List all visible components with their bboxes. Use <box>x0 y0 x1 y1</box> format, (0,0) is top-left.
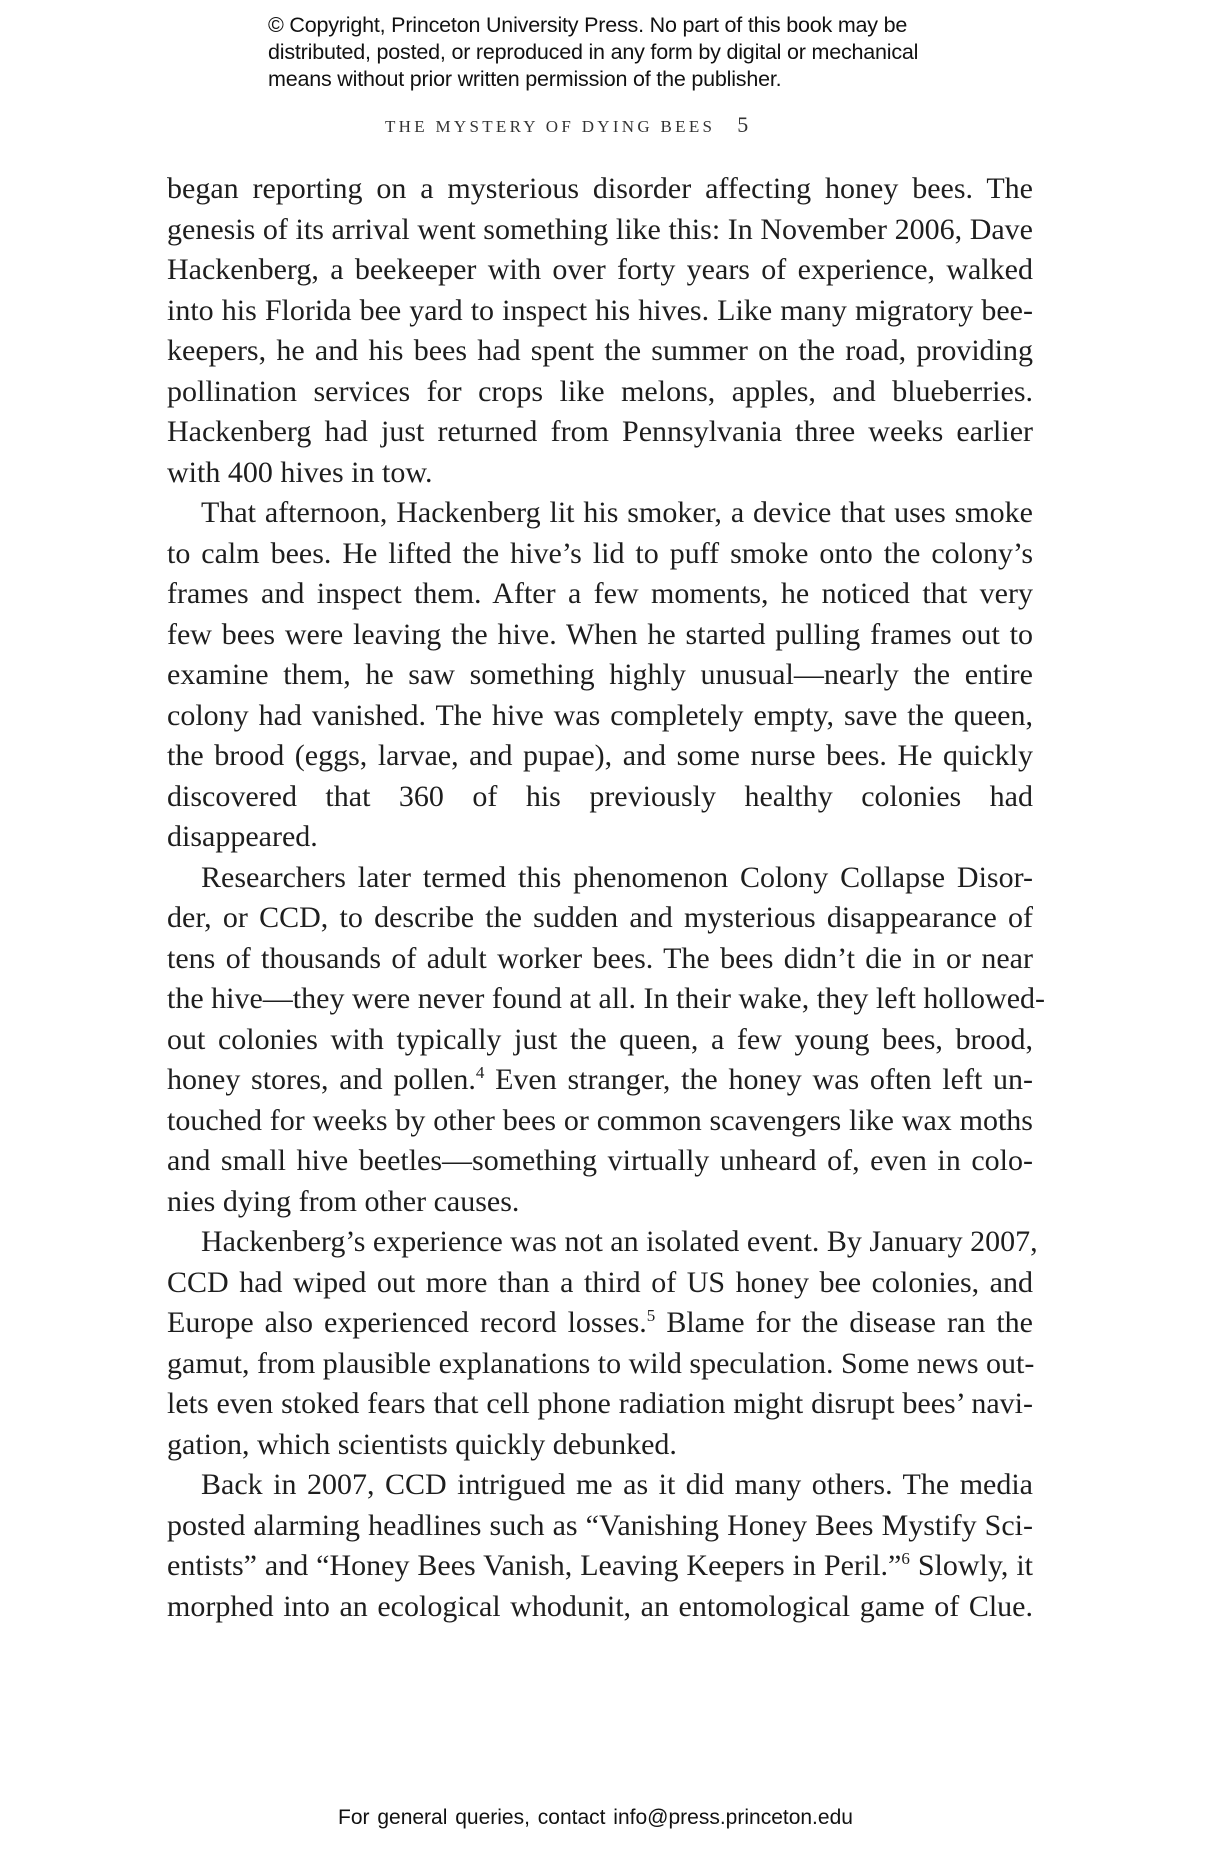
text-line: into his Florida bee yard to inspect his hives. Like many migratory bee- <box>167 293 1033 327</box>
text-line: began reporting on a mysterious disorder affecting honey bees. The <box>167 172 1033 205</box>
text-line: few bees were leaving the hive. When he started pulling frames out to <box>167 617 1033 651</box>
text-line: gamut, from plausible explanations to wild speculation. Some news out- <box>167 1346 1035 1380</box>
text-line: discovered that 360 of his previously healthy colonies had <box>167 779 1033 813</box>
paragraph <box>167 1222 1038 1465</box>
footnote-ref[interactable]: 4 <box>475 1063 485 1082</box>
text-line: the hive—they were never found at all. In their wake, they left hollowed- <box>167 982 1046 1015</box>
text-line: genesis of its arrival went something like this: In November 2006, Dave <box>167 212 1033 246</box>
text-line: That afternoon, Hackenberg lit his smoker, a device that uses smoke <box>201 496 1033 529</box>
footnote-ref[interactable]: 5 <box>646 1306 656 1325</box>
text-line: out colonies with typically just the queen, a few young bees, brood, <box>167 1022 1033 1056</box>
text-line: disappeared. <box>167 820 318 853</box>
text-line: to calm bees. He lifted the hive’s lid to puff smoke onto the colony’s <box>167 536 1033 570</box>
paragraph <box>167 169 1033 493</box>
copyright-notice <box>268 12 988 93</box>
text-line: pollination services for crops like melons, apples, and blueberries. <box>167 374 1033 408</box>
text-line: with 400 hives in tow. <box>167 455 433 489</box>
text-line: the brood (eggs, larvae, and pupae), and some nurse bees. He quickly <box>167 739 1033 772</box>
footnote-ref[interactable]: 6 <box>901 1549 910 1568</box>
text-line: colony had vanished. The hive was completely empty, save the queen, <box>167 698 1033 732</box>
copyright-line: distributed, posted, or reproduced in any form by digital or mechanical <box>268 40 919 64</box>
copyright-line: means without prior written permission of the publisher. <box>268 67 782 91</box>
paragraph <box>167 1465 1033 1627</box>
text-line: Europe also experienced record losses.$^5$ Blame for the disease ran the <box>167 1306 1033 1339</box>
text-line: der, or CCD, to describe the sudden and mysterious disappearance of <box>167 901 1033 934</box>
copyright-line: © Copyright, Princeton University Press. No part of this book may be <box>268 13 908 37</box>
text-line: examine them, he saw something highly unusual—nearly the entire <box>167 658 1033 691</box>
page-number: 5 <box>737 112 749 137</box>
text-line: entists” and “Honey Bees Vanish, Leaving Keepers in Peril.”$^6$ Slowly, it <box>167 1549 1033 1582</box>
running-head <box>385 112 748 136</box>
text-line: morphed into an ecological whodunit, an entomological game of Clue. <box>167 1589 1033 1623</box>
text-line: gation, which scientists quickly debunked. <box>167 1427 677 1461</box>
text-line: and small hive beetles—something virtually unheard of, even in colo- <box>167 1144 1033 1177</box>
text-line: CCD had wiped out more than a third of US honey bee colonies, and <box>167 1265 1033 1299</box>
body-text <box>167 169 1046 1627</box>
text-line: posted alarming headlines such as “Vanishing Honey Bees Mystify Sci- <box>167 1508 1033 1542</box>
text-line: lets even stoked fears that cell phone radiation might disrupt bees’ navi- <box>167 1387 1033 1420</box>
text-line: keepers, he and his bees had spent the summer on the road, providing <box>167 334 1033 367</box>
text-line: Hackenberg, a beekeeper with over forty years of experience, walked <box>167 253 1033 286</box>
text-line: nies dying from other causes. <box>167 1184 520 1218</box>
text-line: Hackenberg’s experience was not an isolated event. By January 2007, <box>201 1225 1038 1258</box>
paragraph <box>167 858 1046 1223</box>
text-line: honey stores, and pollen.$^4$ Even stranger, the honey was often left un- <box>167 1063 1034 1096</box>
text-line: tens of thousands of adult worker bees. The bees didn’t die in or near <box>167 941 1033 975</box>
paragraph <box>167 493 1033 858</box>
text-line: frames and inspect them. After a few moments, he noticed that very <box>167 577 1033 610</box>
running-head-title: THE MYSTERY OF DYING BEES <box>385 117 716 136</box>
text-line: Researchers later termed this phenomenon Colony Collapse Disor- <box>201 860 1033 894</box>
text-line: touched for weeks by other bees or common scavengers like wax moths <box>167 1103 1033 1137</box>
text-line: Back in 2007, CCD intrigued me as it did many others. The media <box>201 1468 1033 1501</box>
text-line: Hackenberg had just returned from Pennsylvania three weeks earlier <box>167 415 1033 448</box>
contact-footer: For general queries, contact info@press.princeton.edu <box>338 1806 853 1829</box>
